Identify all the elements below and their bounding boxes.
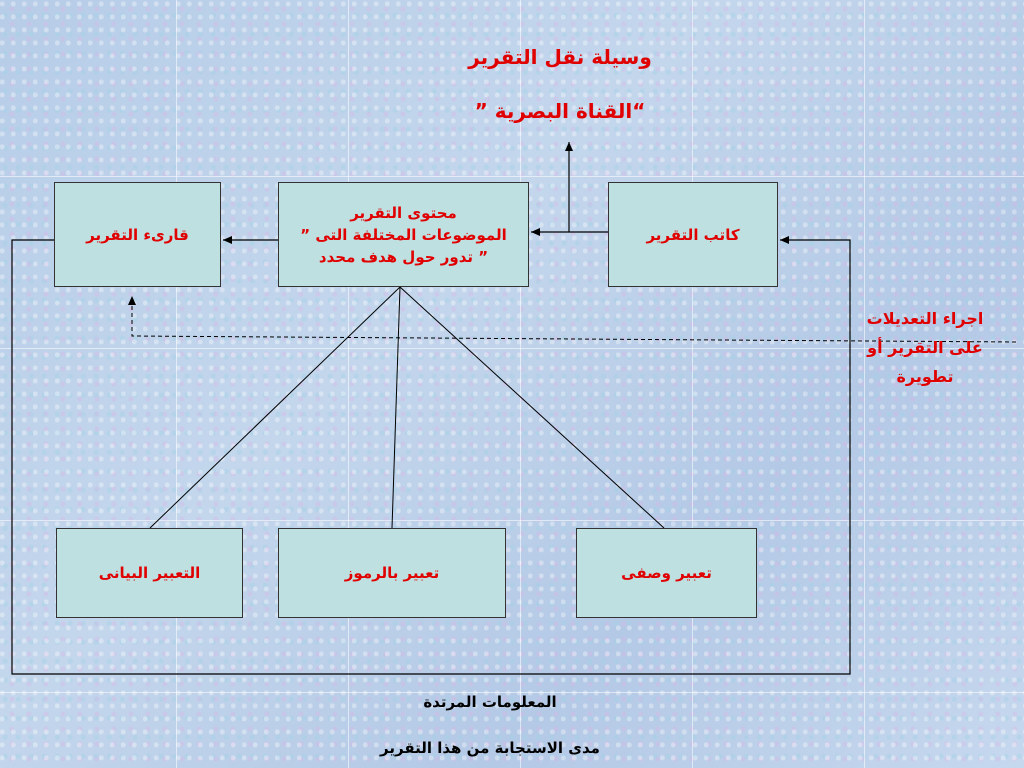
reader-label: قارىء التقرير <box>86 225 189 244</box>
modification-note-line2: على التقرير أو <box>867 338 983 357</box>
reader-box <box>54 182 221 287</box>
writer-label: كاتب التقرير <box>646 225 740 244</box>
content-line2: الموضوعات المختلفة التى ” <box>300 225 507 244</box>
content-box <box>278 182 529 287</box>
descriptive-expression-label: تعبير وصفى <box>621 564 712 582</box>
feedback-line2: مدى الاستجابة من هذا التقرير <box>380 739 600 757</box>
graphical-expression-label: التعبير البيانى <box>98 564 201 582</box>
channel-title <box>440 42 680 126</box>
content-line1: محتوى التقرير <box>350 203 457 222</box>
modification-note-line3: تطويرة <box>896 367 954 386</box>
line-content-to-descriptive <box>400 287 664 528</box>
modification-note-line1: اجراء التعديلات <box>866 309 984 328</box>
symbolic-expression-box <box>278 528 506 618</box>
writer-box <box>608 182 778 287</box>
feedback-line1: المعلومات المرتدة <box>423 693 557 711</box>
content-line3: ” تدور حول هدف محدد <box>318 247 489 266</box>
line-content-to-symbolic <box>392 287 400 528</box>
channel-title-line2: “القناة البصرية ” <box>474 99 646 123</box>
descriptive-expression-box <box>576 528 757 618</box>
channel-title-line1: وسيلة نقل التقرير <box>468 45 652 69</box>
line-content-to-graphical <box>150 287 400 528</box>
symbolic-expression-label: تعبير بالرموز <box>344 564 440 582</box>
graphical-expression-box <box>56 528 243 618</box>
modification-note <box>852 304 998 391</box>
feedback-label <box>320 690 660 760</box>
